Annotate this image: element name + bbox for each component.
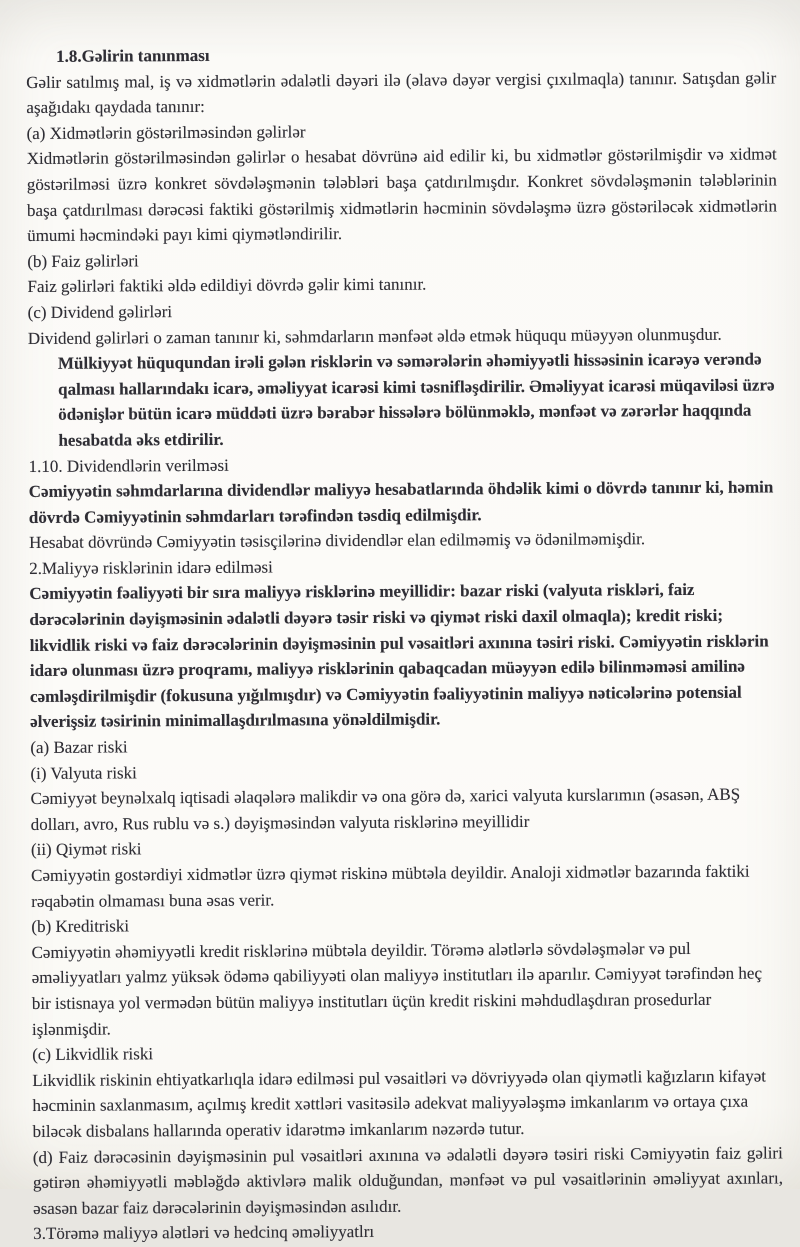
paragraph-dividend-not-declared: 2.Maliyyə risklərinin idarə edilməsi	[29, 557, 273, 578]
paragraph-risk-overview: (a) Bazar riski	[30, 737, 128, 758]
paragraph-price-risk: (b) Kreditriski	[31, 916, 130, 937]
list-item-a-services: (a) Xidmətlərin göstərilməsindən gəlirlər	[26, 122, 306, 143]
paragraph-dividend-income: Dividend gəlirləri o zaman tanınır ki, səhmdarların mənfəət əldə etmək hüququ müəyyən olunmuşdur.	[27, 324, 722, 348]
list-item-c-liquidity-risk: Likvidlik riskinin ehtiyatkarlıqla idarə edilməsi pul vəsaitləri və dövriyyədə olan qiymətli kağızların kifayət həcminin saxlanmasım, açılmış kredit xəttləri vasitəsilə adekvat maliyyələşmə imkanlarım və ortaya çıxa biləcək disbalans hallarında operativ idarətmə imkanlarım nəzərdə tutur.	[32, 1066, 766, 1141]
list-item-i-currency-risk: Cəmiyyət beynəlxalq iqtisadi əlaqələrə malikdir və ona görə də, xarici valyuta kurslarımın (əsasən, ABŞ dolları, avro, Rus rublu və s.) dəyişməsindən valyuta risklərinə meyillidir	[30, 784, 741, 834]
list-item-ii-price-risk: Cəmiyyətin gostərdiyi xidmətlər üzrə qiymət riskinə mübtəla deyildir. Analoji xidmətlər bazarında faktiki rəqabətin olmaması buna əsas verir.	[31, 861, 750, 911]
list-item-b-credit-risk: Cəmiyyətin əhəmiyyətli kredit risklərinə mübtəla deyildir. Törəmə alətlərlə sövdələşmələr və pul əməliyyatları yalmz yüksək ödəmə qabiliyyəti olan maliyyə institutları ilə aparılır. Cəmiyyət tərəfindən heç bir istisnaya yol vermədən bütün maliyyə institutları üçün kredit riskini məhdudlaşdıran prosedurlar işlənmişdir.	[31, 938, 763, 1039]
paragraph-interest-income: Faiz gəlirləri faktiki əldə edildiyi dövrdə gəlir kimi tanınır.	[27, 274, 427, 297]
paragraph-d-interest-rate-risk: 3.Törəmə maliyyə alətləri və hedcinq əməliyyatlrı	[33, 1222, 375, 1244]
paragraph-dividend-liability: Hesabat dövründə Cəmiyyətin təsisçilərinə dividendlər elan edilməmiş və ödənilməmişdir.	[28, 529, 646, 553]
paragraph-lease: 1.10. Dividendlərin verilməsi	[28, 455, 229, 476]
section-heading-dividend-payment: Cəmiyyətin səhmdarlarına dividendlər maliyyə hesabatlarında öhdəlik kimi o dövrdə tanınır ki, həmin dövrdə Cəmiyyətinin səhmdarları tərəfindən təsdiq edilmişdir.	[28, 477, 774, 527]
list-item-c-dividend: (c) Dividend gəlirləri	[27, 302, 173, 322]
section-heading-financial-risk-management: Cəmiyyətin fəaliyyəti bir sıra maliyyə risklərinə meyillidir: bazar riski (valyuta riskləri, faiz dərəcələrinin dəyişməsinin ədalətli dəyərə təsir riski və qiymət riski daxil olmaqla); kredit riski; likvidlik riski və faiz dərəcələrinin dəyişməsinin pul vəsaitləri axınına təsiri riski. Cəmiyyətin risklərin idarə olunması üzrə proqramı, maliyyə risklərinin qabaqcadan müəyyən edilə bilinməməsi amilinə cəmləşdirilmişdir (fokusuna yığılmışdır) və Cəmiyyətin fəaliyyətinin maliyyə nəticələrinə potensial əlverişsiz təsirinin minimallaşdırılmasına yönəldilmişdir.	[29, 580, 769, 732]
list-item-b-interest: (b) Faiz gəlirləri	[27, 251, 139, 271]
paragraph-revenue-intro: Gəlir satılmış mal, iş və xidmətlərin ədalətli dəyəri ilə (əlavə dəyər vergisi çıxılmaqla) tanınır. Satışdan gəlir aşağıdakı qaydada tanınır:	[26, 68, 777, 118]
paragraph-liquidity-risk: (d) Faiz dərəcəsinin dəyişməsinin pul vəsaitləri axınına və ədalətli dəyərə təsiri riski Cəmiyyətin faiz gəliri gətirən əhəmiyyətli məbləğdə aktivlərə malik olduğundan, mənfəət və pul vəsaitlərinin əməliyyat axınları, əsasən bazar faiz dərəcələrinin dəyişməsindən asılıdır.	[32, 1142, 783, 1218]
paragraph-services-revenue: Xidmətlərin göstərilməsindən gəlirlər o hesabat dövrünə aid edilir ki, bu xidmətlər göstərilmişdir və xidmət göstərilməsi üzrə konkret sövdələşmənin tələbləri başa çatdırılmışdır. Konkret sövdələşmənin tələblərinin başa çatdırılması dərəcəsi faktiki göstərilmiş xidmətlərin həcminin sövdələşmə üzrə göstəriləcək xidmətlərin ümumi həcmindəki payı kimi qiymətləndirilir.	[26, 144, 778, 246]
paragraph-currency-risk: (ii) Qiymət riski	[30, 839, 142, 860]
paragraph-credit-risk: (c) Likvidlik riski	[32, 1044, 154, 1065]
section-heading-revenue-recognition: 1.8.Gəlirin tanınması	[56, 45, 210, 66]
section-heading-lease: Mülkiyyət hüququndan irəli gələn risklərin və səmərələrin əhəmiyyətli hissəsinin icarəyə verəndə qalması hallarındakı icarə, əməliyyat icarəsi kimi təsnifləşdirilir. Əməliyyat icarəsi müqaviləsi üzrə ödənişlər bütün icarə müddəti üzrə bərabər hissələrə bölünməklə, mənfəət və zərərlər haqqında hesabatda əks etdirilir.	[57, 349, 775, 450]
list-item-a-market-risk: (i) Valyuta riski	[30, 762, 137, 783]
document-content	[26, 39, 783, 1246]
